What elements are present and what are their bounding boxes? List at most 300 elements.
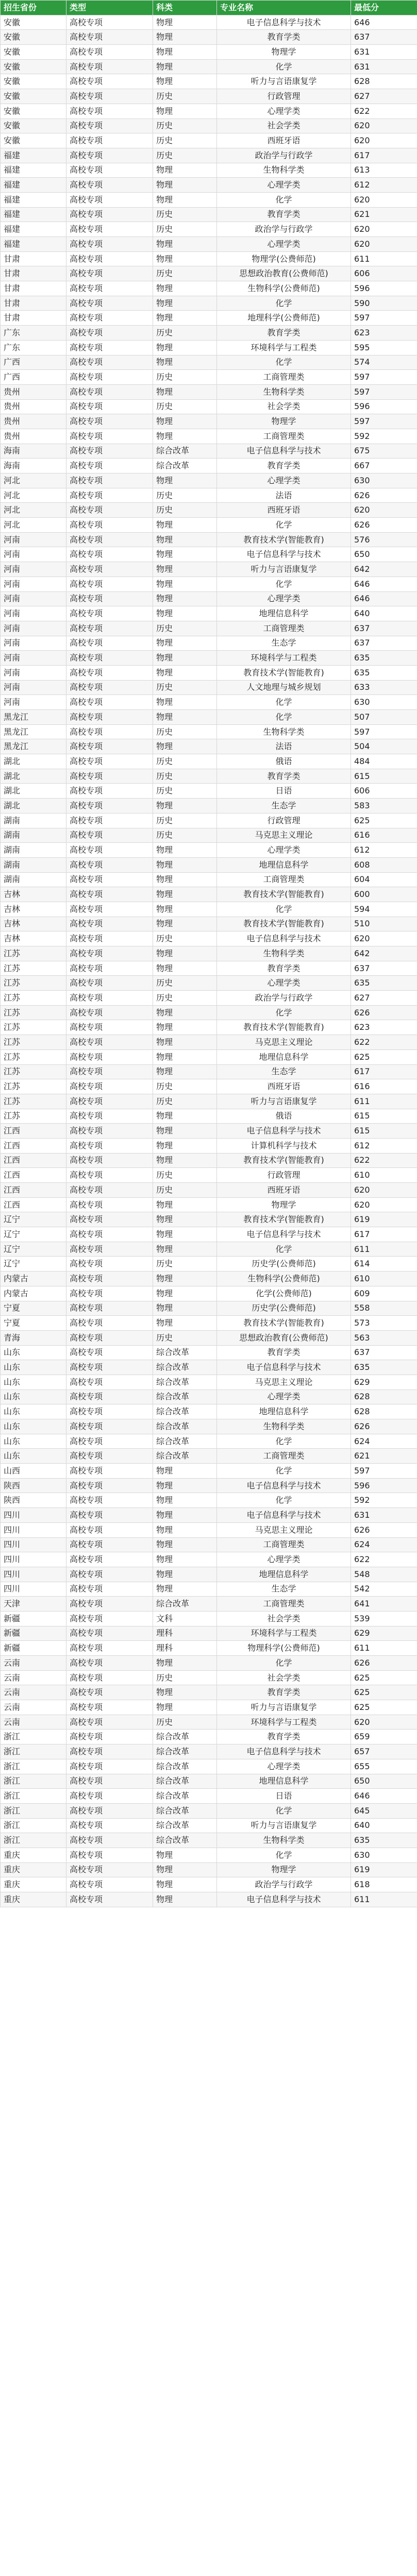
cell-type: 高校专项	[66, 976, 153, 991]
cell-type: 高校专项	[66, 1404, 153, 1419]
table-row	[1, 902, 417, 917]
table-row	[1, 133, 417, 148]
cell-major: 电子信息科学与技术	[217, 1508, 351, 1523]
cell-type: 高校专项	[66, 1670, 153, 1685]
cell-min-score: 642	[351, 946, 417, 961]
cell-subject: 物理	[153, 1109, 217, 1124]
cell-type: 高校专项	[66, 680, 153, 695]
table-row	[1, 1079, 417, 1094]
cell-major: 教育学类	[217, 769, 351, 784]
cell-type: 高校专项	[66, 59, 153, 74]
cell-subject: 历史	[153, 1330, 217, 1345]
cell-subject: 综合改革	[153, 1803, 217, 1818]
cell-subject: 综合改革	[153, 1345, 217, 1360]
cell-major: 教育技术学(智能教育)	[217, 1020, 351, 1035]
cell-subject: 物理	[153, 1286, 217, 1301]
cell-province: 湖北	[1, 799, 66, 814]
cell-subject: 物理	[153, 1049, 217, 1064]
cell-subject: 物理	[153, 843, 217, 858]
table-row	[1, 370, 417, 385]
table-row	[1, 207, 417, 222]
cell-major: 政治学与行政学	[217, 222, 351, 237]
cell-subject: 物理	[153, 1522, 217, 1537]
cell-province: 湖北	[1, 784, 66, 799]
cell-major: 心理学类	[217, 1389, 351, 1404]
cell-min-score: 646	[351, 577, 417, 591]
cell-subject: 综合改革	[153, 1434, 217, 1449]
cell-subject: 历史	[153, 326, 217, 341]
table-row	[1, 1670, 417, 1685]
table-row	[1, 444, 417, 459]
cell-subject: 历史	[153, 1183, 217, 1198]
table-row	[1, 104, 417, 118]
table-row	[1, 1272, 417, 1286]
cell-min-score: 620	[351, 1197, 417, 1212]
cell-subject: 综合改革	[153, 444, 217, 459]
cell-min-score: 635	[351, 1360, 417, 1375]
cell-province: 福建	[1, 178, 66, 193]
cell-type: 高校专项	[66, 1375, 153, 1389]
table-row	[1, 1848, 417, 1862]
cell-subject: 历史	[153, 1168, 217, 1183]
cell-province: 河南	[1, 562, 66, 577]
table-row	[1, 459, 417, 473]
cell-min-score: 624	[351, 1537, 417, 1552]
cell-province: 福建	[1, 192, 66, 207]
cell-min-score: 621	[351, 1449, 417, 1464]
table-row	[1, 1227, 417, 1242]
cell-subject: 综合改革	[153, 1404, 217, 1419]
cell-province: 云南	[1, 1685, 66, 1700]
cell-subject: 综合改革	[153, 1818, 217, 1833]
cell-province: 安徽	[1, 118, 66, 133]
cell-major: 教育学类	[217, 1685, 351, 1700]
cell-type: 高校专项	[66, 1537, 153, 1552]
table-row	[1, 414, 417, 429]
cell-major: 工商管理类	[217, 1597, 351, 1612]
cell-min-score: 615	[351, 1124, 417, 1139]
cell-province: 河南	[1, 621, 66, 636]
table-row	[1, 946, 417, 961]
table-row	[1, 887, 417, 902]
table-row	[1, 857, 417, 872]
cell-province: 江苏	[1, 976, 66, 991]
cell-major: 教育技术学(智能教育)	[217, 887, 351, 902]
cell-min-score: 620	[351, 192, 417, 207]
cell-province: 安徽	[1, 74, 66, 89]
cell-major: 电子信息科学与技术	[217, 1360, 351, 1375]
cell-major: 化学	[217, 1434, 351, 1449]
cell-min-score: 620	[351, 931, 417, 946]
cell-subject: 理科	[153, 1626, 217, 1641]
cell-min-score: 614	[351, 1257, 417, 1272]
cell-type: 高校专项	[66, 45, 153, 60]
cell-type: 高校专项	[66, 1582, 153, 1597]
cell-province: 江西	[1, 1168, 66, 1183]
cell-min-score: 610	[351, 1168, 417, 1183]
cell-major: 地理信息科学	[217, 1049, 351, 1064]
table-row	[1, 15, 417, 30]
cell-type: 高校专项	[66, 813, 153, 828]
table-row	[1, 1434, 417, 1449]
table-row	[1, 872, 417, 887]
cell-min-score: 600	[351, 887, 417, 902]
table-row	[1, 1582, 417, 1597]
header-type: 类型	[66, 1, 153, 15]
cell-type: 高校专项	[66, 739, 153, 754]
cell-province: 安徽	[1, 89, 66, 104]
cell-major: 化学	[217, 1848, 351, 1862]
cell-type: 高校专项	[66, 754, 153, 769]
cell-subject: 物理	[153, 1020, 217, 1035]
cell-min-score: 646	[351, 591, 417, 606]
cell-type: 高校专项	[66, 1345, 153, 1360]
cell-subject: 物理	[153, 414, 217, 429]
cell-type: 高校专项	[66, 665, 153, 680]
cell-subject: 物理	[153, 1508, 217, 1523]
table-row	[1, 1478, 417, 1493]
table-row	[1, 281, 417, 296]
cell-major: 马克思主义理论	[217, 1522, 351, 1537]
cell-subject: 历史	[153, 89, 217, 104]
table-row	[1, 1700, 417, 1715]
cell-subject: 物理	[153, 857, 217, 872]
cell-min-score: 659	[351, 1730, 417, 1744]
cell-type: 高校专项	[66, 799, 153, 814]
table-row	[1, 754, 417, 769]
cell-major: 法语	[217, 739, 351, 754]
cell-subject: 物理	[153, 1552, 217, 1567]
cell-major: 行政管理	[217, 89, 351, 104]
cell-min-score: 626	[351, 518, 417, 533]
cell-type: 高校专项	[66, 1330, 153, 1345]
cell-province: 湖南	[1, 813, 66, 828]
cell-major: 工商管理类	[217, 429, 351, 444]
cell-province: 甘肃	[1, 311, 66, 326]
cell-min-score: 597	[351, 1464, 417, 1479]
cell-province: 内蒙古	[1, 1286, 66, 1301]
cell-province: 宁夏	[1, 1316, 66, 1331]
cell-province: 天津	[1, 1597, 66, 1612]
cell-type: 高校专项	[66, 872, 153, 887]
cell-major: 俄语	[217, 1109, 351, 1124]
cell-subject: 物理	[153, 1138, 217, 1153]
table-row	[1, 178, 417, 193]
table-row	[1, 828, 417, 843]
cell-subject: 物理	[153, 251, 217, 266]
cell-province: 福建	[1, 237, 66, 252]
cell-type: 高校专项	[66, 414, 153, 429]
cell-subject: 历史	[153, 621, 217, 636]
cell-major: 化学	[217, 902, 351, 917]
cell-type: 高校专项	[66, 178, 153, 193]
cell-major: 化学	[217, 296, 351, 311]
cell-province: 甘肃	[1, 296, 66, 311]
cell-min-score: 625	[351, 1049, 417, 1064]
cell-type: 高校专项	[66, 192, 153, 207]
cell-province: 河南	[1, 651, 66, 666]
cell-major: 生态学	[217, 1582, 351, 1597]
cell-min-score: 641	[351, 1597, 417, 1612]
cell-type: 高校专项	[66, 769, 153, 784]
cell-type: 高校专项	[66, 1389, 153, 1404]
table-row	[1, 74, 417, 89]
table-row	[1, 251, 417, 266]
cell-subject: 物理	[153, 887, 217, 902]
cell-province: 广东	[1, 340, 66, 355]
cell-type: 高校专项	[66, 547, 153, 562]
table-row	[1, 1892, 417, 1907]
cell-subject: 物理	[153, 340, 217, 355]
cell-subject: 物理	[153, 946, 217, 961]
cell-province: 河北	[1, 518, 66, 533]
cell-subject: 物理	[153, 1242, 217, 1257]
cell-min-score: 606	[351, 784, 417, 799]
cell-min-score: 620	[351, 133, 417, 148]
cell-type: 高校专项	[66, 1301, 153, 1316]
header-subject: 科类	[153, 1, 217, 15]
cell-province: 福建	[1, 148, 66, 163]
cell-type: 高校专项	[66, 251, 153, 266]
cell-major: 生态学	[217, 799, 351, 814]
cell-major: 心理学类	[217, 1759, 351, 1774]
cell-province: 江苏	[1, 1079, 66, 1094]
cell-major: 地理信息科学	[217, 1567, 351, 1582]
table-header	[1, 1, 417, 15]
table-row	[1, 1109, 417, 1124]
cell-province: 河南	[1, 695, 66, 710]
cell-subject: 物理	[153, 1301, 217, 1316]
cell-min-score: 645	[351, 1803, 417, 1818]
cell-subject: 历史	[153, 813, 217, 828]
cell-min-score: 626	[351, 1419, 417, 1434]
table-row	[1, 1153, 417, 1168]
table-row	[1, 976, 417, 991]
cell-subject: 物理	[153, 710, 217, 725]
cell-type: 高校专项	[66, 1789, 153, 1804]
cell-type: 高校专项	[66, 1257, 153, 1272]
cell-min-score: 611	[351, 1892, 417, 1907]
cell-subject: 物理	[153, 281, 217, 296]
cell-major: 教育学类	[217, 1345, 351, 1360]
cell-province: 重庆	[1, 1848, 66, 1862]
table-row	[1, 1715, 417, 1730]
cell-major: 政治学与行政学	[217, 1877, 351, 1892]
cell-type: 高校专项	[66, 532, 153, 547]
cell-province: 广西	[1, 355, 66, 370]
cell-major: 生物科学(公费师范)	[217, 1272, 351, 1286]
cell-major: 工商管理类	[217, 872, 351, 887]
cell-subject: 物理	[153, 902, 217, 917]
table-row	[1, 665, 417, 680]
table-row	[1, 1597, 417, 1612]
table-row	[1, 1803, 417, 1818]
cell-type: 高校专项	[66, 1818, 153, 1833]
cell-major: 心理学类	[217, 178, 351, 193]
cell-province: 吉林	[1, 887, 66, 902]
cell-min-score: 596	[351, 399, 417, 414]
cell-min-score: 633	[351, 680, 417, 695]
table-row	[1, 739, 417, 754]
cell-min-score: 622	[351, 1552, 417, 1567]
cell-subject: 综合改革	[153, 1730, 217, 1744]
cell-province: 河南	[1, 577, 66, 591]
cell-subject: 历史	[153, 724, 217, 739]
table-row	[1, 311, 417, 326]
table-row	[1, 192, 417, 207]
cell-min-score: 620	[351, 237, 417, 252]
cell-major: 电子信息科学与技术	[217, 547, 351, 562]
cell-major: 听力与言语康复学	[217, 74, 351, 89]
cell-major: 电子信息科学与技术	[217, 1892, 351, 1907]
cell-subject: 物理	[153, 1124, 217, 1139]
cell-major: 生物科学类	[217, 1833, 351, 1848]
cell-major: 生物科学类	[217, 724, 351, 739]
cell-type: 高校专项	[66, 991, 153, 1006]
cell-province: 甘肃	[1, 281, 66, 296]
cell-type: 高校专项	[66, 1109, 153, 1124]
table-row	[1, 680, 417, 695]
cell-province: 辽宁	[1, 1257, 66, 1272]
cell-min-score: 597	[351, 414, 417, 429]
cell-type: 高校专项	[66, 444, 153, 459]
cell-type: 高校专项	[66, 311, 153, 326]
cell-province: 江西	[1, 1153, 66, 1168]
table-row	[1, 931, 417, 946]
cell-subject: 综合改革	[153, 1375, 217, 1389]
table-row	[1, 1168, 417, 1183]
cell-min-score: 620	[351, 118, 417, 133]
cell-province: 青海	[1, 1330, 66, 1345]
cell-type: 高校专项	[66, 1242, 153, 1257]
cell-major: 教育技术学(智能教育)	[217, 1316, 351, 1331]
cell-province: 陕西	[1, 1478, 66, 1493]
cell-min-score: 628	[351, 74, 417, 89]
cell-province: 云南	[1, 1715, 66, 1730]
cell-subject: 理科	[153, 1641, 217, 1656]
table-row	[1, 429, 417, 444]
table-row	[1, 266, 417, 281]
cell-min-score: 625	[351, 813, 417, 828]
cell-subject: 物理	[153, 30, 217, 45]
cell-type: 高校专项	[66, 355, 153, 370]
cell-type: 高校专项	[66, 384, 153, 399]
cell-major: 政治学与行政学	[217, 991, 351, 1006]
cell-min-score: 617	[351, 1227, 417, 1242]
cell-min-score: 650	[351, 547, 417, 562]
cell-min-score: 594	[351, 902, 417, 917]
cell-type: 高校专项	[66, 296, 153, 311]
cell-min-score: 629	[351, 1375, 417, 1389]
cell-major: 化学	[217, 1242, 351, 1257]
cell-min-score: 612	[351, 843, 417, 858]
table-row	[1, 1789, 417, 1804]
cell-subject: 综合改革	[153, 1419, 217, 1434]
cell-subject: 历史	[153, 118, 217, 133]
cell-province: 浙江	[1, 1818, 66, 1833]
cell-subject: 历史	[153, 266, 217, 281]
cell-major: 环境科学与工程类	[217, 340, 351, 355]
cell-type: 高校专项	[66, 636, 153, 651]
cell-major: 生物科学类	[217, 384, 351, 399]
table-row	[1, 991, 417, 1006]
cell-min-score: 628	[351, 1404, 417, 1419]
cell-major: 行政管理	[217, 813, 351, 828]
cell-type: 高校专项	[66, 1611, 153, 1626]
cell-province: 河北	[1, 503, 66, 518]
cell-subject: 物理	[153, 178, 217, 193]
cell-province: 山东	[1, 1449, 66, 1464]
cell-min-score: 635	[351, 651, 417, 666]
table-row	[1, 724, 417, 739]
cell-province: 江苏	[1, 1064, 66, 1079]
cell-type: 高校专项	[66, 1730, 153, 1744]
cell-province: 浙江	[1, 1744, 66, 1759]
cell-province: 河北	[1, 488, 66, 503]
cell-subject: 物理	[153, 1005, 217, 1020]
cell-province: 江苏	[1, 1094, 66, 1109]
table-row	[1, 1197, 417, 1212]
cell-min-score: 625	[351, 1685, 417, 1700]
cell-province: 辽宁	[1, 1227, 66, 1242]
cell-subject: 物理	[153, 74, 217, 89]
cell-min-score: 630	[351, 1848, 417, 1862]
cell-subject: 历史	[153, 370, 217, 385]
table-row	[1, 1552, 417, 1567]
cell-subject: 物理	[153, 961, 217, 976]
cell-major: 电子信息科学与技术	[217, 444, 351, 459]
cell-min-score: 631	[351, 59, 417, 74]
cell-type: 高校专项	[66, 326, 153, 341]
table-row	[1, 118, 417, 133]
cell-min-score: 622	[351, 1153, 417, 1168]
cell-province: 云南	[1, 1670, 66, 1685]
cell-subject: 历史	[153, 784, 217, 799]
cell-major: 化学	[217, 518, 351, 533]
cell-major: 人文地理与城乡规划	[217, 680, 351, 695]
cell-min-score: 667	[351, 459, 417, 473]
cell-subject: 历史	[153, 1715, 217, 1730]
cell-type: 高校专项	[66, 828, 153, 843]
cell-type: 高校专项	[66, 1744, 153, 1759]
cell-province: 四川	[1, 1508, 66, 1523]
cell-subject: 物理	[153, 1493, 217, 1508]
cell-subject: 历史	[153, 207, 217, 222]
cell-type: 高校专项	[66, 1020, 153, 1035]
cell-min-score: 655	[351, 1759, 417, 1774]
cell-province: 山东	[1, 1360, 66, 1375]
cell-province: 四川	[1, 1582, 66, 1597]
cell-province: 江西	[1, 1124, 66, 1139]
cell-subject: 物理	[153, 547, 217, 562]
cell-province: 四川	[1, 1567, 66, 1582]
cell-province: 四川	[1, 1522, 66, 1537]
cell-major: 马克思主义理论	[217, 828, 351, 843]
cell-province: 辽宁	[1, 1242, 66, 1257]
cell-province: 山东	[1, 1345, 66, 1360]
cell-subject: 物理	[153, 1700, 217, 1715]
cell-type: 高校专项	[66, 961, 153, 976]
cell-type: 高校专项	[66, 1049, 153, 1064]
cell-major: 物理学	[217, 1197, 351, 1212]
table-row	[1, 384, 417, 399]
cell-min-score: 624	[351, 1434, 417, 1449]
cell-min-score: 615	[351, 769, 417, 784]
cell-min-score: 635	[351, 1833, 417, 1848]
table-row	[1, 1242, 417, 1257]
cell-province: 湖南	[1, 857, 66, 872]
cell-subject: 物理	[153, 577, 217, 591]
